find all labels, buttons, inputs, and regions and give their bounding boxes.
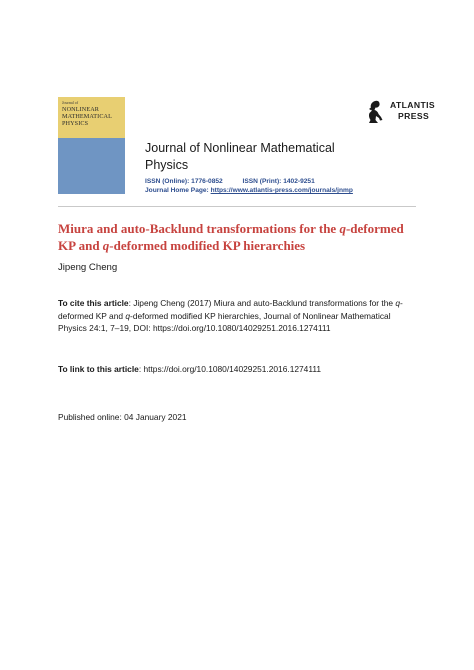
- article-title-q-1: q: [339, 221, 346, 236]
- article-title-part-3: -deformed modified KP hierarchies: [109, 238, 306, 253]
- link-block: [58, 363, 418, 376]
- cover-small-text: Journal of: [62, 100, 79, 105]
- article-title-part-1: Miura and auto-Backlund transformations for the: [58, 221, 340, 236]
- citation-q-1: q: [395, 298, 401, 308]
- article-title-q-2: q: [102, 238, 110, 253]
- journal-cover-thumbnail: [58, 97, 125, 194]
- link-label: To link to this article: [58, 364, 139, 374]
- article-title: [58, 220, 418, 254]
- citation-label: To cite this article: [58, 298, 129, 308]
- homepage-link[interactable]: https://www.atlantis-press.com/journals/jnmp: [210, 187, 353, 194]
- logo-text-line-2: PRESS: [398, 111, 430, 121]
- published-online-date: Published online: 04 January 2021: [58, 412, 187, 422]
- cover-title-line-1: NONLINEAR: [62, 106, 99, 113]
- header-divider: [58, 206, 416, 207]
- citation-text-3[interactable]: -deformed modified KP hierarchies, Journal of Nonlinear Mathematical Physics 24:1, 7–19, DOI: https://doi.org/10.1080/14029251.2016.1274111: [58, 310, 391, 334]
- issn-row: [145, 178, 315, 185]
- citation-text-1: : Jipeng Cheng (2017) Miura and auto-Backlund transformations for the: [128, 298, 396, 308]
- citation-block: [58, 297, 418, 335]
- journal-title: Journal of Nonlinear Mathematical Physics: [145, 141, 335, 172]
- cover-title-line-2: MATHEMATICAL: [62, 113, 113, 120]
- issn-print: ISSN (Print): 1402-9251: [242, 178, 315, 185]
- atlantis-press-logo: [361, 97, 436, 127]
- article-author: Jipeng Cheng: [58, 262, 118, 273]
- article-title-part-2: -deformed KP and: [58, 221, 404, 253]
- journal-homepage-row: [145, 187, 353, 194]
- article-doi-link[interactable]: : https://doi.org/10.1080/14029251.2016.1274111: [138, 364, 322, 374]
- homepage-label: Journal Home Page:: [145, 187, 209, 194]
- logo-text-line-1: ATLANTIS: [390, 100, 436, 110]
- issn-online: ISSN (Online): 1776-0852: [145, 178, 223, 185]
- thinker-silhouette-icon: [361, 98, 388, 125]
- cover-title-line-3: PHYSICS: [62, 120, 89, 127]
- citation-text-2: -deformed KP and: [58, 298, 403, 321]
- citation-q-2: q: [125, 310, 131, 321]
